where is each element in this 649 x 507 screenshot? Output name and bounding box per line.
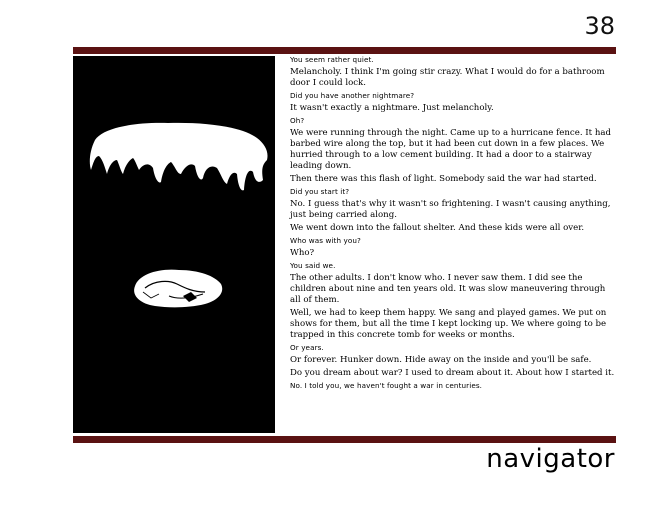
dialogue-question: No. I told you, we haven't fought a war in centuries. [290, 381, 483, 390]
dialogue-answer: The other adults. I don't know who. I never saw them. I did see the children about nine and ten years old. It was slow maneuvering through all of them. [290, 273, 606, 305]
dialogue-answer: We went down into the fallout shelter. And these kids were all over. [290, 223, 585, 233]
dialogue-question: Did you start it? [290, 187, 350, 196]
dialogue-question: You said we. [290, 261, 336, 270]
dialogue-answer: It wasn't exactly a nightmare. Just melancholy. [290, 103, 494, 113]
cloud-shape [90, 123, 268, 191]
dialogue-question: Did you have another nightmare? [290, 91, 415, 100]
dialogue-answer: Well, we had to keep them happy. We sang and played games. We put on shows for them, but all the time I kept locking up. We where going to be trapped in this concrete tomb for weeks or months. [290, 308, 607, 340]
illustration [73, 56, 275, 433]
dialogue-question: Oh? [290, 116, 305, 125]
rock-shape [134, 270, 222, 308]
dialogue-answer: No. I guess that's why it wasn't so frightening. I wasn't causing anything, just being carried along. [290, 199, 611, 220]
dialogue-answer: Do you dream about war? I used to dream about it. About how I started it. [290, 368, 615, 378]
dialogue-question: You seem rather quiet. [290, 55, 374, 64]
top-rule [73, 47, 616, 54]
navigator-logo: navigator [486, 444, 615, 474]
dialogue-answer: Melancholy. I think I'm going stir crazy. What I would do for a bathroom door I could lock. [290, 67, 605, 88]
dialogue-answer: Then there was this flash of light. Somebody said the war had started. [290, 174, 597, 184]
bottom-rule [73, 436, 616, 443]
dialogue-answer: Or forever. Hunker down. Hide away on the inside and you'll be safe. [290, 355, 592, 365]
image-panel [73, 56, 275, 433]
dialogue-question: Who was with you? [290, 236, 361, 245]
page-number: 38 [584, 12, 615, 40]
dialogue-answer: We were running through the night. Came up to a hurricane fence. It had barbed wire along the top, but it had been cut down in a few places. We hurried through to a low cement building. It had a door to a stairway leading down. [290, 128, 612, 171]
dialogue-answer: Who? [290, 248, 315, 258]
transcript [290, 55, 615, 393]
dialogue-question: Or years. [290, 343, 324, 352]
